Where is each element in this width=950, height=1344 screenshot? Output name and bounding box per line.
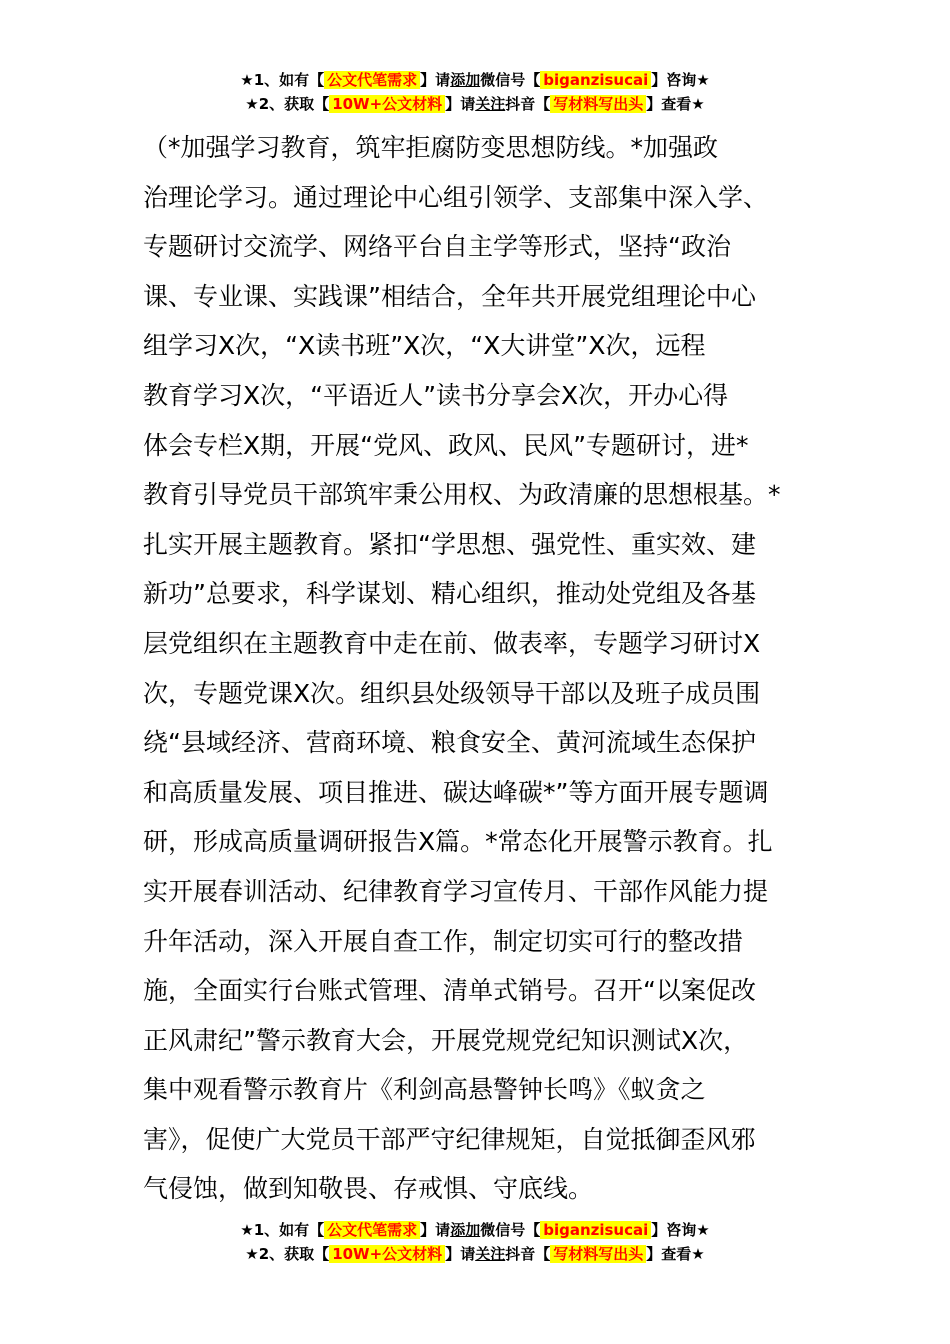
promo-text: 】请 [420, 1221, 451, 1239]
promo-line-1 [0, 1218, 950, 1242]
promo-text: 微信号【 [480, 71, 541, 89]
body-line: 组学习X次，“X读书班”X次，“X大讲堂”X次，远程 [143, 331, 706, 361]
promo-text: ★2、获取【 [245, 95, 330, 113]
promo-text: 抖音【 [505, 95, 551, 113]
promo-text: ★2、获取【 [245, 1245, 330, 1263]
body-line: 研，形成高质量调研报告X篇。*常态化开展警示教育。扎 [143, 827, 773, 857]
promo-text: 微信号【 [480, 1221, 541, 1239]
body-line: 施，全面实行台账式管理、清单式销号。召开“以案促改 [143, 976, 756, 1006]
promo-text: 抖音【 [505, 1245, 551, 1263]
bottom-promo-banner [0, 1218, 950, 1266]
promo-highlight-wechat-id: biganzisucai [540, 71, 651, 89]
body-line: 升年活动，深入开展自查工作，制定切实可行的整改措 [143, 926, 744, 956]
promo-text: 】查看★ [646, 1245, 705, 1263]
body-line: （*加强学习教育，筑牢拒腐防变思想防线。*加强政 [143, 133, 719, 162]
top-promo-banner [0, 68, 950, 116]
body-line: 气侵蚀，做到知敬畏、存戒惧、守底线。 [143, 1174, 594, 1204]
promo-text: 】查看★ [646, 95, 705, 113]
promo-text: 】请 [420, 71, 451, 89]
promo-line-2 [0, 92, 950, 116]
body-line: 绕“县域经济、营商环境、粮食安全、黄河流域生态保护 [143, 728, 756, 758]
body-line: 扎实开展主题教育。紧扣“学思想、强党性、重实效、建 [143, 529, 756, 559]
promo-text: 】咨询★ [651, 71, 710, 89]
body-line: 教育引导党员干部筑牢秉公用权、为政清廉的思想根基。* [143, 480, 781, 510]
body-line: 和高质量发展、项目推进、碳达峰碳*”等方面开展专题调 [143, 777, 769, 807]
body-line: 正风肃纪”警示教育大会，开展党规党纪知识测试X次， [143, 1025, 749, 1055]
body-line: 害》，促使广大党员干部严守纪律规矩，自觉抵御歪风邪 [143, 1124, 756, 1154]
promo-text: ★1、如有【 [240, 1221, 325, 1239]
promo-highlight-materials: 10W+公文材料 [329, 1245, 445, 1263]
promo-highlight-wechat-id: biganzisucai [540, 1221, 651, 1239]
body-line: 集中观看警示教育片《利剑高悬警钟长鸣》《蚁贪之 [143, 1075, 706, 1105]
body-line: 实开展春训活动、纪律教育学习宣传月、干部作风能力提 [143, 876, 769, 906]
promo-emphasis: 添加 [450, 71, 481, 89]
promo-emphasis: 关注 [475, 95, 506, 113]
body-line: 课、专业课、实践课”相结合，全年共开展党组理论中心 [143, 281, 756, 311]
promo-text: 】咨询★ [651, 1221, 710, 1239]
promo-highlight-douyin-account: 写材料写出头 [550, 95, 646, 113]
body-line: 新功”总要求，科学谋划、精心组织，推动处党组及各基 [143, 579, 756, 609]
promo-emphasis: 添加 [450, 1221, 481, 1239]
promo-highlight-service: 公文代笔需求 [324, 1221, 420, 1239]
promo-text: 】请 [445, 1245, 476, 1263]
promo-text: 】请 [445, 95, 476, 113]
promo-highlight-materials: 10W+公文材料 [329, 95, 445, 113]
promo-text: ★1、如有【 [240, 71, 325, 89]
promo-emphasis: 关注 [475, 1245, 506, 1263]
body-line: 治理论学习。通过理论中心组引领学、支部集中深入学、 [143, 182, 769, 212]
promo-line-1 [0, 68, 950, 92]
promo-highlight-douyin-account: 写材料写出头 [550, 1245, 646, 1263]
body-line: 体会专栏X期，开展“党风、政风、民风”专题研讨，进* [143, 430, 749, 460]
promo-line-2 [0, 1242, 950, 1266]
body-line: 专题研讨交流学、网络平台自主学等形式，坚持“政治 [143, 232, 731, 262]
document-body-paragraph [143, 123, 811, 1214]
body-line: 层党组织在主题教育中走在前、做表率，专题学习研讨X [143, 628, 761, 658]
body-line: 次，专题党课X次。组织县处级领导干部以及班子成员围 [143, 678, 761, 708]
promo-highlight-service: 公文代笔需求 [324, 71, 420, 89]
body-line: 教育学习X次，“平语近人”读书分享会X次，开办心得 [143, 380, 729, 410]
